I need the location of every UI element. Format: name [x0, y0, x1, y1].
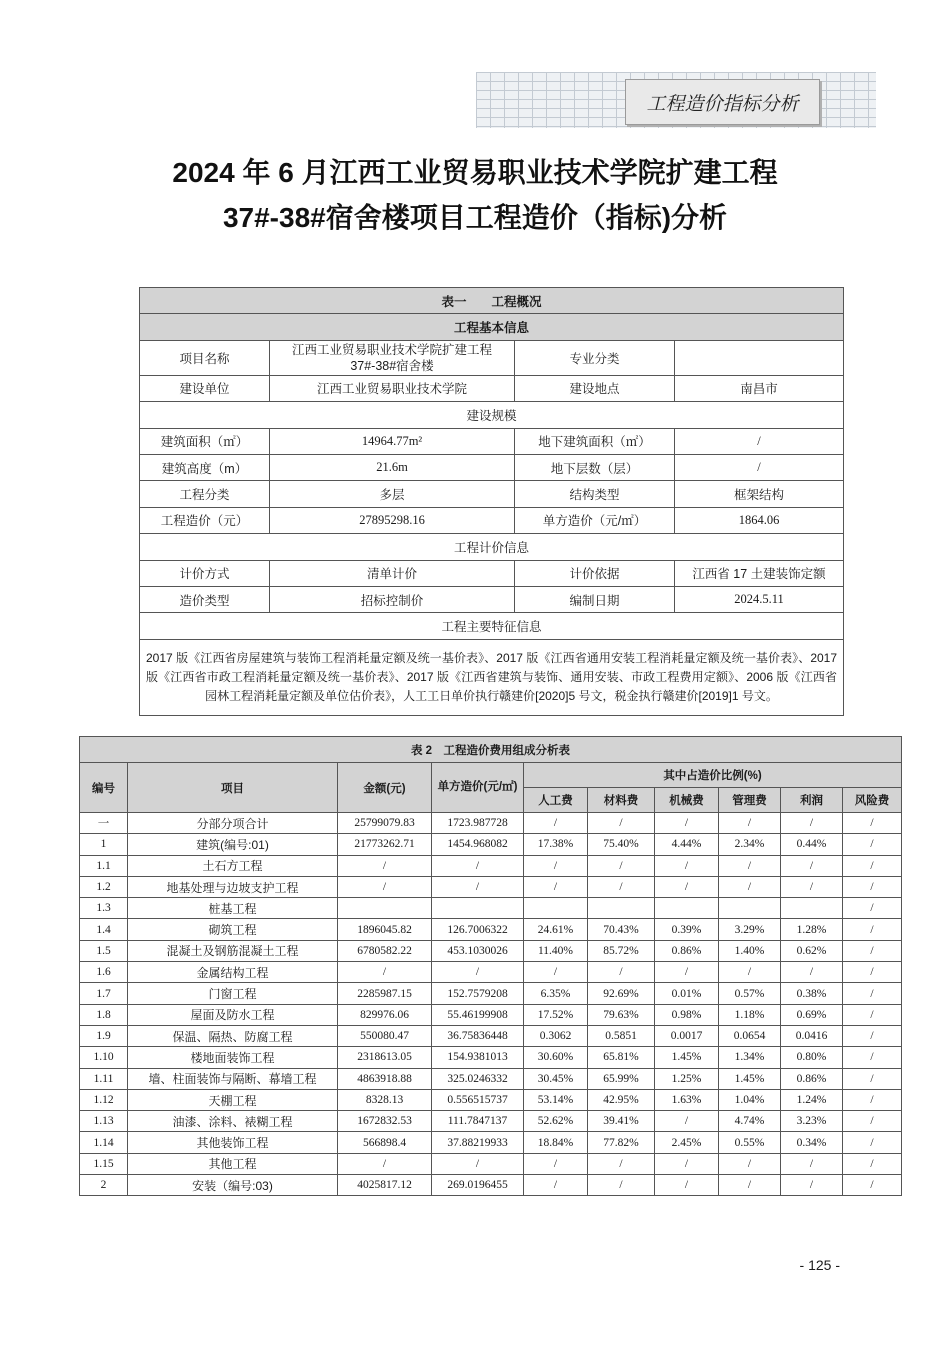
cost-composition-table	[79, 736, 902, 1196]
row-amount: 8328.13	[338, 1089, 432, 1110]
row-labor	[524, 898, 588, 919]
underground-floors-value: /	[675, 454, 844, 480]
row-management: 1.40%	[719, 940, 781, 961]
col-header-unit-cost: 单方造价(元/㎡)	[432, 763, 524, 813]
unit-cost-label: 单方造价（元/㎡）	[515, 507, 675, 533]
category-value: 多层	[270, 481, 515, 507]
cost-type-label: 造价类型	[140, 586, 270, 612]
row-material: 75.40%	[588, 834, 655, 855]
row-management: /	[719, 813, 781, 834]
row-material: 77.82%	[588, 1132, 655, 1153]
location-label: 建设地点	[515, 375, 675, 401]
row-profit: 0.86%	[781, 1068, 843, 1089]
row-no: 1.8	[80, 1004, 128, 1025]
col-header-management: 管理费	[719, 788, 781, 813]
row-machine: 1.25%	[655, 1068, 719, 1089]
row-item: 安装（编号:03)	[128, 1175, 338, 1196]
row-risk: /	[843, 1068, 902, 1089]
row-no: 2	[80, 1175, 128, 1196]
row-risk: /	[843, 1111, 902, 1132]
row-no: 1.6	[80, 962, 128, 983]
features-heading: 工程主要特征信息	[140, 613, 844, 639]
row-item: 地基处理与边坡支护工程	[128, 876, 338, 897]
row-unit-cost	[432, 898, 524, 919]
row-management: 1.34%	[719, 1047, 781, 1068]
row-labor: /	[524, 962, 588, 983]
cost-label: 工程造价（元）	[140, 507, 270, 533]
row-amount: 550080.47	[338, 1025, 432, 1046]
row-amount: /	[338, 876, 432, 897]
method-value: 清单计价	[270, 560, 515, 586]
table-row	[80, 813, 902, 834]
row-unit-cost: /	[432, 876, 524, 897]
row-unit-cost: 55.46199908	[432, 1004, 524, 1025]
row-item: 砌筑工程	[128, 919, 338, 940]
row-labor: /	[524, 813, 588, 834]
row-no: 1.7	[80, 983, 128, 1004]
row-unit-cost: 325.0246332	[432, 1068, 524, 1089]
row-material	[588, 898, 655, 919]
row-profit: 0.80%	[781, 1047, 843, 1068]
row-no: 一	[80, 813, 128, 834]
row-machine: /	[655, 876, 719, 897]
row-management: 3.29%	[719, 919, 781, 940]
project-overview-table	[139, 287, 844, 716]
row-no: 1.9	[80, 1025, 128, 1046]
location-value: 南昌市	[675, 375, 844, 401]
row-material: 79.63%	[588, 1004, 655, 1025]
row-item: 油漆、涂料、裱糊工程	[128, 1111, 338, 1132]
row-item: 保温、隔热、防腐工程	[128, 1025, 338, 1046]
row-labor: /	[524, 1175, 588, 1196]
builder-value: 江西工业贸易职业技术学院	[270, 375, 515, 401]
pricing-heading: 工程计价信息	[140, 534, 844, 560]
table-row	[80, 1111, 902, 1132]
row-material: /	[588, 1153, 655, 1174]
row-risk: /	[843, 834, 902, 855]
row-labor: 24.61%	[524, 919, 588, 940]
row-item: 屋面及防水工程	[128, 1004, 338, 1025]
row-no: 1.1	[80, 855, 128, 876]
row-unit-cost: 37.88219933	[432, 1132, 524, 1153]
area-label: 建筑面积（㎡）	[140, 428, 270, 454]
row-unit-cost: 36.75836448	[432, 1025, 524, 1046]
table1-caption: 表一 工程概况	[140, 288, 844, 314]
row-labor: 53.14%	[524, 1089, 588, 1110]
row-risk: /	[843, 1132, 902, 1153]
row-material: 92.69%	[588, 983, 655, 1004]
row-labor: 52.62%	[524, 1111, 588, 1132]
table-row	[80, 1175, 902, 1196]
row-machine: /	[655, 855, 719, 876]
date-label: 编制日期	[515, 586, 675, 612]
row-risk: /	[843, 1175, 902, 1196]
row-risk: /	[843, 898, 902, 919]
page-number: - 125 -	[799, 1257, 840, 1273]
cost-type-value: 招标控制价	[270, 586, 515, 612]
row-labor: 0.3062	[524, 1025, 588, 1046]
structure-label: 结构类型	[515, 481, 675, 507]
row-profit: 0.34%	[781, 1132, 843, 1153]
row-unit-cost: 0.556515737	[432, 1089, 524, 1110]
row-management: /	[719, 855, 781, 876]
row-labor: /	[524, 1153, 588, 1174]
row-machine: 1.63%	[655, 1089, 719, 1110]
row-profit: /	[781, 876, 843, 897]
area-value: 14964.77m²	[270, 428, 515, 454]
title-line-2: 37#-38#宿舍楼项目工程造价（指标)分析	[222, 202, 728, 233]
row-machine: 4.44%	[655, 834, 719, 855]
underground-area-label: 地下建筑面积（㎡）	[515, 428, 675, 454]
method-label: 计价方式	[140, 560, 270, 586]
col-header-amount: 金额(元)	[338, 763, 432, 813]
row-amount: 1896045.82	[338, 919, 432, 940]
col-header-no: 编号	[80, 763, 128, 813]
row-material: /	[588, 1175, 655, 1196]
row-material: 85.72%	[588, 940, 655, 961]
row-item: 墙、柱面装饰与隔断、幕墙工程	[128, 1068, 338, 1089]
row-item: 桩基工程	[128, 898, 338, 919]
row-no: 1.12	[80, 1089, 128, 1110]
row-risk: /	[843, 1047, 902, 1068]
row-no: 1.13	[80, 1111, 128, 1132]
row-material: 0.5851	[588, 1025, 655, 1046]
row-amount: 21773262.71	[338, 834, 432, 855]
row-profit: /	[781, 1175, 843, 1196]
table2-caption: 表 2 工程造价费用组成分析表	[80, 737, 902, 763]
cost-table-body	[80, 813, 902, 1196]
row-risk: /	[843, 962, 902, 983]
row-unit-cost: /	[432, 855, 524, 876]
row-profit: /	[781, 855, 843, 876]
basis-value: 江西省 17 土建装饰定额	[675, 560, 844, 586]
row-profit: 0.0416	[781, 1025, 843, 1046]
row-management: 1.18%	[719, 1004, 781, 1025]
row-risk: /	[843, 1153, 902, 1174]
row-machine: 0.39%	[655, 919, 719, 940]
table-row	[80, 1132, 902, 1153]
row-no: 1	[80, 834, 128, 855]
row-material: /	[588, 855, 655, 876]
row-management: 4.74%	[719, 1111, 781, 1132]
table-row	[80, 834, 902, 855]
row-unit-cost: /	[432, 1153, 524, 1174]
row-management	[719, 898, 781, 919]
row-no: 1.2	[80, 876, 128, 897]
row-unit-cost: /	[432, 962, 524, 983]
table-row	[80, 1089, 902, 1110]
underground-area-value: /	[675, 428, 844, 454]
row-item: 其他工程	[128, 1153, 338, 1174]
row-machine: 0.0017	[655, 1025, 719, 1046]
row-amount: /	[338, 1153, 432, 1174]
row-management: /	[719, 1175, 781, 1196]
row-machine: /	[655, 1175, 719, 1196]
row-item: 分部分项合计	[128, 813, 338, 834]
row-unit-cost: 152.7579208	[432, 983, 524, 1004]
project-name-value: 江西工业贸易职业技术学院扩建工程37#-38#宿舍楼	[270, 340, 515, 375]
row-item: 其他装饰工程	[128, 1132, 338, 1153]
row-machine: 0.86%	[655, 940, 719, 961]
col-header-profit: 利润	[781, 788, 843, 813]
row-labor: 6.35%	[524, 983, 588, 1004]
row-risk: /	[843, 876, 902, 897]
row-risk: /	[843, 813, 902, 834]
row-amount: 2285987.15	[338, 983, 432, 1004]
row-material: /	[588, 876, 655, 897]
section-header-tab: 工程造价指标分析	[625, 79, 820, 125]
specialty-label: 专业分类	[515, 340, 675, 375]
table-row	[80, 1047, 902, 1068]
col-header-machine: 机械费	[655, 788, 719, 813]
row-unit-cost: 1723.987728	[432, 813, 524, 834]
row-labor: /	[524, 876, 588, 897]
row-labor: 17.38%	[524, 834, 588, 855]
row-material: 42.95%	[588, 1089, 655, 1110]
table-row	[80, 1068, 902, 1089]
row-risk: /	[843, 919, 902, 940]
row-risk: /	[843, 1089, 902, 1110]
col-header-material: 材料费	[588, 788, 655, 813]
row-machine: /	[655, 813, 719, 834]
row-machine	[655, 898, 719, 919]
row-item: 门窗工程	[128, 983, 338, 1004]
row-item: 楼地面装饰工程	[128, 1047, 338, 1068]
project-name-label: 项目名称	[140, 340, 270, 375]
row-profit: 3.23%	[781, 1111, 843, 1132]
basic-info-heading: 工程基本信息	[140, 314, 844, 340]
row-management: 0.55%	[719, 1132, 781, 1153]
page-title	[60, 150, 890, 240]
row-risk: /	[843, 983, 902, 1004]
row-risk: /	[843, 1025, 902, 1046]
row-item: 建筑(编号:01)	[128, 834, 338, 855]
table-row	[80, 962, 902, 983]
unit-cost-value: 1864.06	[675, 507, 844, 533]
title-line-1: 2024 年 6 月江西工业贸易职业技术学院扩建工程	[172, 157, 778, 188]
table-row	[80, 940, 902, 961]
row-profit: 0.69%	[781, 1004, 843, 1025]
row-profit: 0.62%	[781, 940, 843, 961]
basis-label: 计价依据	[515, 560, 675, 586]
row-unit-cost: 126.7006322	[432, 919, 524, 940]
row-unit-cost: 154.9381013	[432, 1047, 524, 1068]
cost-value: 27895298.16	[270, 507, 515, 533]
row-labor: 17.52%	[524, 1004, 588, 1025]
row-profit: /	[781, 962, 843, 983]
row-management: /	[719, 962, 781, 983]
row-labor: /	[524, 855, 588, 876]
row-amount: 4863918.88	[338, 1068, 432, 1089]
row-amount: 25799079.83	[338, 813, 432, 834]
row-amount	[338, 898, 432, 919]
row-management: 1.45%	[719, 1068, 781, 1089]
specialty-value	[675, 340, 844, 375]
row-amount: 566898.4	[338, 1132, 432, 1153]
row-profit: 1.28%	[781, 919, 843, 940]
row-no: 1.14	[80, 1132, 128, 1153]
row-management: /	[719, 1153, 781, 1174]
row-amount: 6780582.22	[338, 940, 432, 961]
row-amount: /	[338, 855, 432, 876]
row-management: 2.34%	[719, 834, 781, 855]
row-management: 1.04%	[719, 1089, 781, 1110]
date-value: 2024.5.11	[675, 586, 844, 612]
row-unit-cost: 269.0196455	[432, 1175, 524, 1196]
row-profit: /	[781, 813, 843, 834]
row-amount: 4025817.12	[338, 1175, 432, 1196]
row-labor: 30.45%	[524, 1068, 588, 1089]
row-labor: 18.84%	[524, 1132, 588, 1153]
row-machine: 1.45%	[655, 1047, 719, 1068]
height-value: 21.6m	[270, 454, 515, 480]
row-profit: 0.44%	[781, 834, 843, 855]
row-machine: /	[655, 1153, 719, 1174]
row-material: 70.43%	[588, 919, 655, 940]
row-machine: 2.45%	[655, 1132, 719, 1153]
row-labor: 30.60%	[524, 1047, 588, 1068]
row-material: 65.99%	[588, 1068, 655, 1089]
row-profit: 1.24%	[781, 1089, 843, 1110]
row-no: 1.15	[80, 1153, 128, 1174]
table-row	[80, 983, 902, 1004]
row-item: 混凝土及钢筋混凝土工程	[128, 940, 338, 961]
row-machine: /	[655, 1111, 719, 1132]
row-material: 39.41%	[588, 1111, 655, 1132]
height-label: 建筑高度（m）	[140, 454, 270, 480]
col-header-labor: 人工费	[524, 788, 588, 813]
table-row	[80, 1025, 902, 1046]
row-unit-cost: 453.1030026	[432, 940, 524, 961]
row-material: /	[588, 813, 655, 834]
row-unit-cost: 1454.968082	[432, 834, 524, 855]
row-item: 金属结构工程	[128, 962, 338, 983]
table-row	[80, 919, 902, 940]
row-item: 土石方工程	[128, 855, 338, 876]
table-row	[80, 1153, 902, 1174]
row-material: /	[588, 962, 655, 983]
col-header-ratio-group: 其中占造价比例(%)	[524, 763, 902, 788]
underground-floors-label: 地下层数（层）	[515, 454, 675, 480]
row-machine: 0.01%	[655, 983, 719, 1004]
row-unit-cost: 111.7847137	[432, 1111, 524, 1132]
row-amount: 1672832.53	[338, 1111, 432, 1132]
category-label: 工程分类	[140, 481, 270, 507]
row-amount: 829976.06	[338, 1004, 432, 1025]
row-risk: /	[843, 855, 902, 876]
row-machine: /	[655, 962, 719, 983]
row-labor: 11.40%	[524, 940, 588, 961]
col-header-item: 项目	[128, 763, 338, 813]
builder-label: 建设单位	[140, 375, 270, 401]
table-row	[80, 855, 902, 876]
row-management: 0.0654	[719, 1025, 781, 1046]
table-row	[80, 1004, 902, 1025]
row-no: 1.11	[80, 1068, 128, 1089]
row-profit	[781, 898, 843, 919]
col-header-risk: 风险费	[843, 788, 902, 813]
scale-heading: 建设规模	[140, 402, 844, 428]
row-management: 0.57%	[719, 983, 781, 1004]
row-no: 1.3	[80, 898, 128, 919]
row-risk: /	[843, 940, 902, 961]
row-no: 1.4	[80, 919, 128, 940]
features-text: 2017 版《江西省房屋建筑与装饰工程消耗量定额及统一基价表》、2017 版《江西省通用安装工程消耗量定额及统一基价表》、2017 版《江西省市政工程消耗量定额及统一基价表》、2017 版《江西省建筑与装饰、通用安装、市政工程费用定额》、2006 版《江西省园林工程消耗量定额及单位估价表》，人工工日单价执行赣建价[2020]5 号文，税金执行赣建价[2019]1 号文。	[140, 639, 844, 715]
row-amount: /	[338, 962, 432, 983]
row-item: 天棚工程	[128, 1089, 338, 1110]
row-profit: 0.38%	[781, 983, 843, 1004]
row-risk: /	[843, 1004, 902, 1025]
row-management: /	[719, 876, 781, 897]
row-no: 1.10	[80, 1047, 128, 1068]
table-row	[80, 876, 902, 897]
row-machine: 0.98%	[655, 1004, 719, 1025]
row-no: 1.5	[80, 940, 128, 961]
structure-value: 框架结构	[675, 481, 844, 507]
table-row	[80, 898, 902, 919]
row-material: 65.81%	[588, 1047, 655, 1068]
row-amount: 2318613.05	[338, 1047, 432, 1068]
row-profit: /	[781, 1153, 843, 1174]
